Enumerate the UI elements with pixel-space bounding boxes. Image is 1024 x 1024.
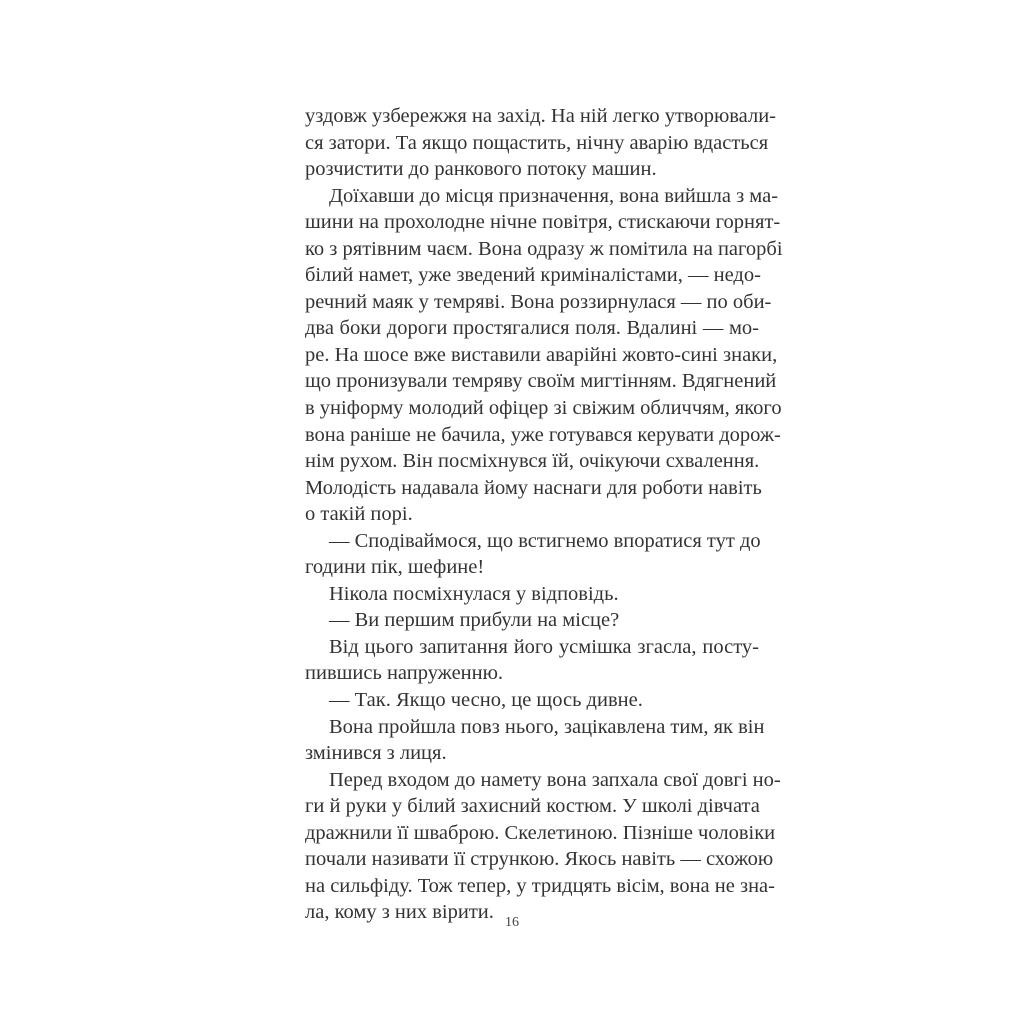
text-line: змінився з лиця. xyxy=(305,742,447,765)
text-line: Нікола посміхнулася у відповідь. xyxy=(329,582,619,605)
text-line: — Сподіваймося, що встигнемо впоратися тут до xyxy=(329,529,761,552)
text-line: Від цього запитання його усмішка згасла, посту- xyxy=(329,635,759,658)
text-line: білий намет, уже зведений криміналістами, — недо- xyxy=(305,264,761,287)
text-line: — Так. Якщо чесно, це щось дивне. xyxy=(329,689,643,712)
text-line: в уніформу молодий офіцер зі свіжим обличчям, якого xyxy=(305,397,782,420)
text-line: ся затори. Та якщо пощастить, нічну аварію вдасться xyxy=(305,131,769,154)
text-line: ко з рятівним чаєм. Вона одразу ж помітила на пагорбі xyxy=(305,237,783,260)
text-line: дражнили її шваброю. Скелетиною. Пізніше чоловіки xyxy=(305,821,776,844)
text-line: години пік, шефине! xyxy=(305,556,485,579)
text-line: о такій порі. xyxy=(305,503,413,526)
text-line: Перед входом до намету вона запхала свої довгі но- xyxy=(329,768,781,791)
text-line: почали називати її стрункою. Якось навіть — схожою xyxy=(305,848,774,871)
page-number: 16 xyxy=(505,915,519,930)
text-line: два боки дороги простягалися поля. Вдалині — мо- xyxy=(305,317,759,340)
text-line: ре. На шосе вже виставили аварійні жовто-сині знаки, xyxy=(305,343,778,366)
text-line: розчистити до ранкового потоку машин. xyxy=(305,158,657,181)
text-line: ла, кому з них вірити. xyxy=(305,901,494,924)
text-line: нім рухом. Він посміхнувся їй, очікуючи схвалення. xyxy=(305,450,760,473)
text-line: речний маяк у темряві. Вона роззирнулася — по оби- xyxy=(305,290,772,313)
text-line: пившись напруженню. xyxy=(305,662,504,685)
text-line: вона раніше не бачила, уже готувався керувати дорож- xyxy=(305,423,781,446)
text-line: на сильфіду. Тож тепер, у тридцять вісім, вона не зна- xyxy=(305,874,775,897)
page-body xyxy=(305,103,783,926)
text-line: Вона пройшла повз нього, зацікавлена тим, як він xyxy=(329,715,765,738)
text-line: що пронизували темряву своїм мигтінням. Вдягнений xyxy=(305,370,777,393)
text-line: Молодість надавала йому наснаги для роботи навіть xyxy=(305,476,762,499)
text-line: уздовж узбережжя на захід. На ній легко утворювали- xyxy=(305,105,776,127)
text-line: — Ви першим прибули на місце? xyxy=(329,609,620,632)
text-line: Доїхавши до місця призначення, вона вийшла з ма- xyxy=(329,184,779,207)
text-line: ги й руки у білий захисний костюм. У школі дівчата xyxy=(305,795,760,818)
text-line: шини на прохолодне нічне повітря, стискаючи горнят- xyxy=(305,211,781,234)
